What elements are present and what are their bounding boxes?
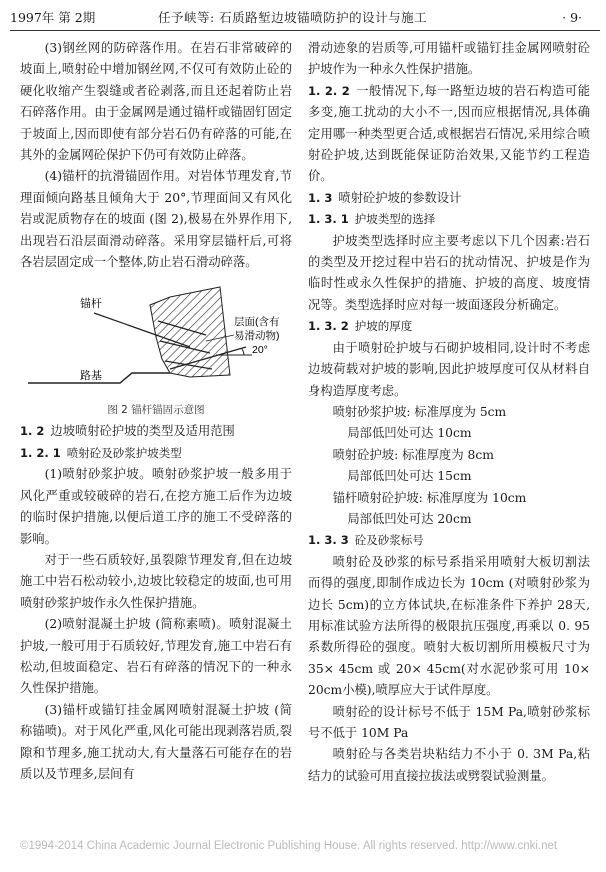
thickness-row: 局部低凹处可达 15cm	[347, 469, 472, 484]
label-layer-1: 层面(含有	[234, 316, 280, 329]
label-angle: 20°	[252, 344, 268, 357]
subsection-title: 砼及砂浆标号	[354, 533, 424, 548]
paragraph: 由于喷射砼护坡与石砌护坡相同,设计时不考虑边坡荷载对护坡的影响,因此护坡厚度可仅从材料自身构造厚度考虑。	[308, 340, 590, 398]
subsection-heading	[20, 443, 292, 464]
right-column	[308, 38, 590, 787]
label-anchor: 锚杆	[80, 298, 102, 311]
journal-issue: 1997年 第 2期	[10, 10, 96, 25]
label-layer-2: 易滑动物)	[234, 330, 280, 343]
paragraph: 对于一些石质较好,虽裂隙节理发育,但在边坡施工中岩石松动较小,边坡比较稳定的坡面,也可用喷射砂浆护坡作永久性保护措施。	[20, 552, 292, 610]
angle-arc	[242, 349, 244, 355]
section-number: 1. 3	[308, 190, 333, 205]
paragraph-with-number	[308, 81, 590, 188]
subsection-heading	[308, 316, 590, 337]
paragraph: 滑动迹象的岩质等,可用锚杆或锚钉挂金属网喷射砼护坡作为一种永久性保护措施。	[308, 41, 590, 77]
thickness-row: 局部低凹处可达 20cm	[347, 511, 472, 526]
figure-caption: 图 2 锚杆锚固示意图	[107, 404, 205, 417]
subsection-title: 护坡类型的选择	[354, 212, 436, 227]
thickness-row: 喷射砼护坡: 标准厚度为 8cm	[332, 447, 494, 462]
section-heading	[308, 188, 590, 209]
section-number: 1. 2	[20, 424, 45, 439]
paragraph: (4)锚杆的抗滑锚固作用。对岩体节理发育,节理面倾向路基且倾角大于 20°,节理面间又有风化岩或泥质物存在的坡面 (图 2),极易在外界作用下,出现岩石沿层面滑动碎落。采用穿层锚杆后,可将各岩层固定成一个整体,防止岩石滑动碎落。	[20, 169, 292, 270]
subsection-heading	[308, 209, 590, 230]
subsection-number: 1. 3. 1	[308, 212, 349, 227]
paragraph: (2)喷射混凝土护坡 (简称素喷)。喷射混凝土护坡,一般可用于石质较好,节理发育,施工中岩石有松动,但坡面稳定、岩石有碎落的情况下的一种永久性保护措施。	[20, 617, 292, 696]
thickness-row: 锚杆喷射砼护坡: 标准厚度为 10cm	[332, 490, 527, 505]
section-title: 边坡喷射砼护坡的类型及适用范围	[50, 424, 235, 439]
subsection-number: 1. 2. 2	[308, 83, 350, 98]
paragraph: 喷射砼及砂浆的标号系指采用喷射大板切割法而得的强度,即制作成边长为 10cm (对喷射砂浆为边长 5cm)的立方体试块,在标准条件下养护 28天,用标准试验方法所得的极限抗压强度,再乘以 0. 95系数所得砼的强度。喷射大板切割所用模板尺寸为 35× 45cm 或 20× 45cm(对水泥砂浆可用 10× 20cm小模),喷厚应大于试件厚度。	[308, 554, 590, 698]
subsection-title: 护坡的厚度	[354, 319, 413, 334]
subsection-number: 1. 3. 2	[308, 319, 349, 334]
subsection-title: 喷射砼及砂浆护坡类型	[66, 445, 182, 460]
thickness-row: 喷射砂浆护坡: 标准厚度为 5cm	[332, 404, 507, 419]
paragraph-text: 一般情况下,每一路堑边坡的岩石构造可能多变,施工扰动的大小不一,因而应根据情况,具体确定用哪一种类型更合适,或根据岩石情况,采用综合喷射砼护坡,达到既能保证防治效果,又能节约工程造价。	[308, 83, 590, 184]
paragraph: 喷射砼与各类岩块粘结力不小于 0. 3M Pa,粘结力的试验可用直接拉拔法或劈裂试验测量。	[308, 747, 590, 783]
page-header	[10, 8, 600, 28]
paragraph: 护坡类型选择时应主要考虑以下几个因素:岩石的类型及开挖过程中岩石的扰动情况、护坡是作为临时性或永久性保护的措施、护坡的高度、坡度情况等。类型选择时应对每一坡面逐段分析确定。	[308, 233, 590, 312]
page-number: · 9·	[562, 10, 582, 25]
paragraph: (3)锚杆或锚钉挂金属网喷射混凝土护坡 (简称锚喷)。对于风化严重,风化可能出现剥落岩质,裂隙和节理多,施工扰动大,有大量落石可能存在的岩质以及节理多,层间有	[20, 702, 292, 781]
paragraph: (1)喷射砂浆护坡。喷射砂浆护坡一般多用于风化严重或较破碎的岩石,在挖方施工后作为边坡的临时保护措施,以便后道工序的施工不受碎落的影响。	[20, 467, 292, 546]
paragraph: (3)钢丝网的防碎落作用。在岩石非常破碎的坡面上,喷射砼中增加钢丝网,不仅可有效防止砼的硬化收缩产生裂缝或者砼剥落,而且还起着防止岩石碎落作用。由于金属网是通过锚杆或锚固钉固定于坡面上,因而即使有部分岩石仍有碎落的可能,在其外的金属网砼保护下仍可有效防止碎落。	[20, 41, 292, 163]
copyright-footer: ©1994-2014 China Academic Journal Electronic Publishing House. All rights reserved. http://www.cnki.net	[20, 840, 558, 852]
left-column	[20, 38, 292, 785]
label-roadbed: 路基	[80, 370, 102, 383]
paragraph: 喷射砼的设计标号不低于 15M Pa,喷射砂浆标号不低于 10M Pa	[308, 704, 590, 740]
header-rule	[10, 30, 600, 31]
anchor-diagram	[20, 277, 292, 397]
section-title: 喷射砼护坡的参数设计	[338, 190, 462, 205]
running-title: 任予峡等: 石质路堑边坡锚喷防护的设计与施工	[158, 10, 428, 25]
subsection-heading	[308, 530, 590, 551]
subsection-number: 1. 3. 3	[308, 533, 349, 548]
figure-anchor-diagram	[20, 277, 292, 397]
thickness-row: 局部低凹处可达 10cm	[347, 426, 472, 441]
section-heading	[20, 421, 292, 442]
subsection-number: 1. 2. 1	[20, 445, 61, 460]
